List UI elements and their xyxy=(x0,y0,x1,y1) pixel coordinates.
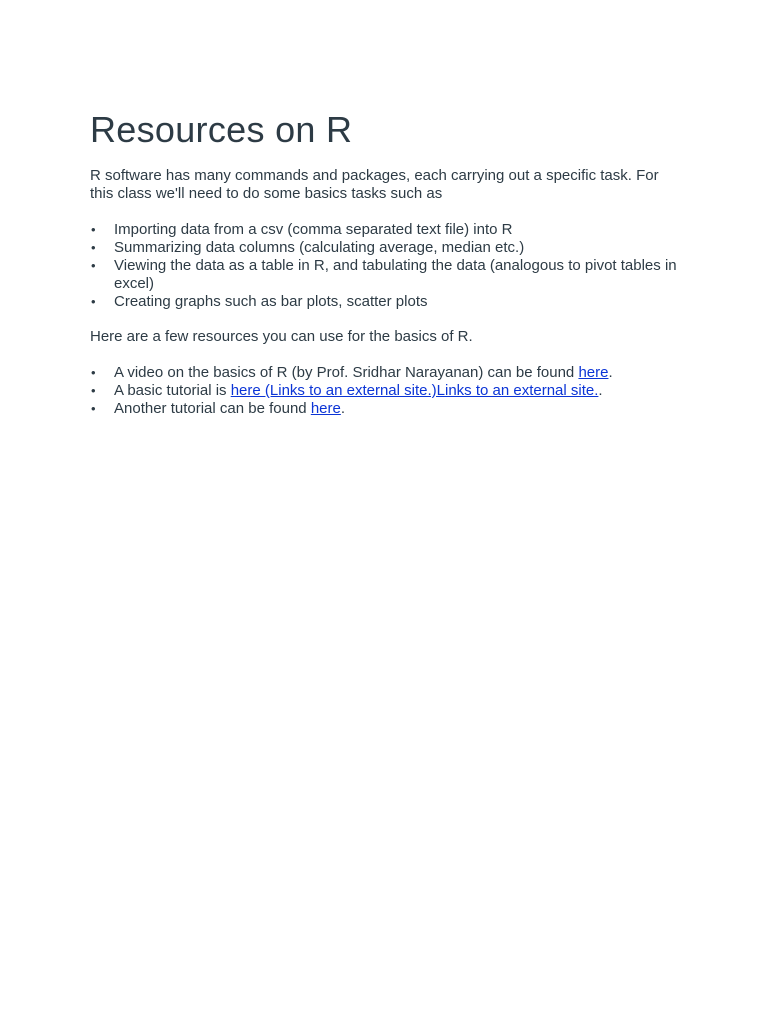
task-item-view-table: • Viewing the data as a table in R, and tabulating the data (analogous to pivot tables in excel) xyxy=(114,257,680,293)
resource-basic-tutorial-text: A basic tutorial is xyxy=(114,382,231,399)
resource-another-tutorial-link[interactable]: here xyxy=(310,400,341,417)
resource-video-link[interactable]: here xyxy=(578,364,609,381)
intro-paragraph: R software has many commands and packages, each carrying out a specific task. For this class we'll need to do some basics tasks such as xyxy=(90,167,659,202)
resources-intro: Here are a few resources you can use for the basics of R. xyxy=(90,328,473,345)
resource-item-video xyxy=(114,364,680,382)
resource-basic-tutorial-link[interactable]: here (Links to an external site.)Links to an external site. xyxy=(230,382,599,399)
resource-item-another-tutorial xyxy=(114,400,680,418)
resource-another-tutorial-text: Another tutorial can be found xyxy=(114,400,311,417)
resource-basic-tutorial-suffix: . xyxy=(598,382,603,399)
page-title: Resources on R xyxy=(90,109,353,150)
task-list xyxy=(90,221,680,311)
resource-video-suffix: . xyxy=(608,364,613,381)
resource-item-basic-tutorial xyxy=(114,382,680,400)
resource-video-text: A video on the basics of R (by Prof. Sridhar Narayanan) can be found xyxy=(114,364,579,381)
task-item-summarize: • Summarizing data columns (calculating average, median etc.) xyxy=(114,239,680,257)
task-item-graphs: • Creating graphs such as bar plots, scatter plots xyxy=(114,293,680,311)
page-content xyxy=(90,108,680,418)
task-item-import: • Importing data from a csv (comma separated text file) into R xyxy=(114,221,680,239)
resource-another-tutorial-suffix: . xyxy=(340,400,346,417)
resource-list xyxy=(90,364,680,418)
